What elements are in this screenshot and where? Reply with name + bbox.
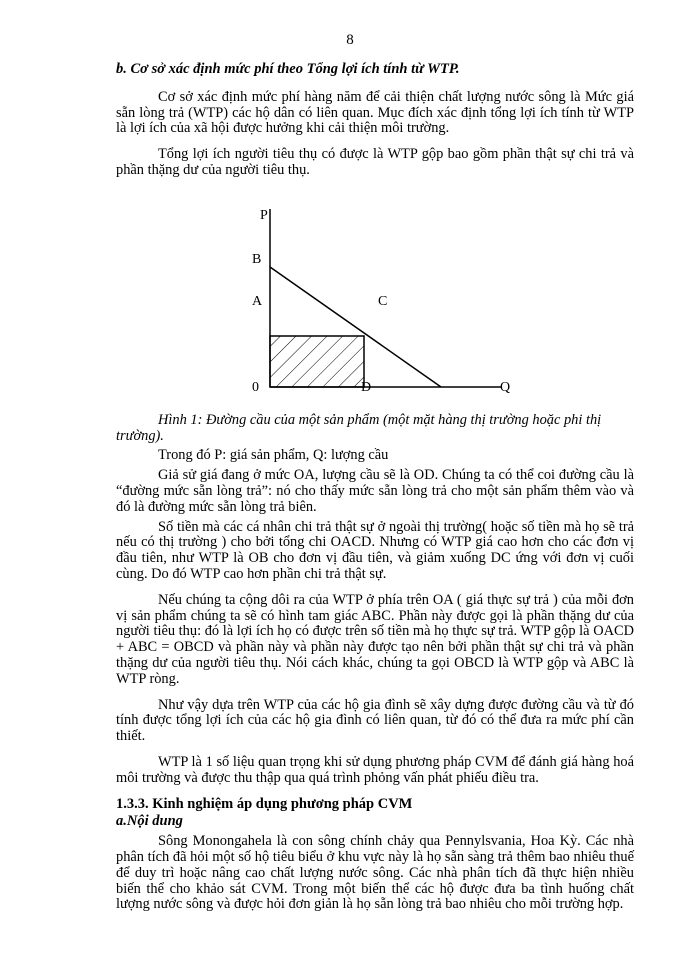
figure-caption: Hình 1: Đường cầu của một sản phẩm (một mặt hàng thị trường hoặc phi thị trường). xyxy=(116,411,602,444)
legend-line: Trong đó P: giá sản phẩm, Q: lượng cầu xyxy=(158,447,389,464)
paragraph: Tổng lợi ích người tiêu thụ có được là WTP gộp bao gồm phần thật sự chi trả và phần thặng dư của người tiêu thụ. xyxy=(116,146,634,178)
demand-curve-diagram xyxy=(116,189,634,411)
paragraph: Nếu chúng ta cộng dôi ra của WTP ở phía trên OA ( giá thực sự trả ) của mỗi đơn vị sản phẩm chúng ta sẽ có hình tam giác ABC. Phần này được gọi là phần thặng dư của người tiêu thụ: đó là lợi ích họ có được trên số tiền mà họ thực sự trả. WTP gộp là OACD + ABC = OBCD và phần này và phần này được tạo nên bởi phần thật sự chi trả và phần thặng dư của người tiêu thụ. Nói cách khác, chúng ta gọi OBCD là WTP gộp và ABC là WTP ròng. xyxy=(116,591,634,687)
consumer-payment-area xyxy=(270,336,364,387)
paragraph: Sông Monongahela là con sông chính chảy qua Pennylsvania, Hoa Kỳ. Các nhà phân tích đã hỏi một số hộ tiêu biểu ở khu vực này là họ sẵn sàng trả thêm bao nhiêu thuế để duy trì hoặc nâng cao chất lượng nước sông. Các nhà phân tích đã thực hiện nhiều biến thể cho khảo sát CVM. Trong một biến thể các hộ được đưa ba tình huống chất lượng nước sông và được hỏi đơn giản là họ sẵn lòng trả bao nhiêu cho mỗi trường hợp. xyxy=(116,833,634,913)
section-133-title: 1.3.3. Kinh nghiệm áp dụng phương pháp CVM xyxy=(116,795,413,812)
paragraph: Giả sử giá đang ở mức OA, lượng cầu sẽ là OD. Chúng ta có thể coi đường cầu là “đường mức sẵn lòng trả”: nó cho thấy mức sẵn lòng trả cho một sản phẩm thêm vào và đó là đường mức sẵn lòng trả biên. xyxy=(116,467,634,515)
label-d: D xyxy=(361,379,372,395)
label-a: A xyxy=(252,293,263,309)
paragraph: Cơ sở xác định mức phí hàng năm để cải thiện chất lượng nước sông là Mức giá sẵn lòng trả (WTP) các hộ dân có liên quan. Mục đích xác định tổng lợi ích tính từ WTP là lợi ích của xã hội được hưởng khi cải thiện môi trường. xyxy=(116,88,634,137)
page-content xyxy=(116,62,634,923)
paragraph: WTP là 1 số liệu quan trọng khi sử dụng phương pháp CVM để đánh giá hàng hoá môi trường và được thu thập qua quá trình phỏng vấn phát phiếu điều tra. xyxy=(116,753,634,786)
section-b-title: b. Cơ sở xác định mức phí theo Tổng lợi ích tính từ WTP. xyxy=(116,61,460,77)
paragraph: Như vậy dựa trên WTP của các hộ gia đình sẽ xây dựng được đường cầu và từ đó tính được tổng lợi ích của các hộ gia đình có liên quan, từ đó có thể đưa ra mức phí cần thiết. xyxy=(116,696,634,745)
label-p: P xyxy=(260,207,268,223)
paragraph: Số tiền mà các cá nhân chi trả thật sự ở ngoài thị trường( hoặc số tiền mà họ sẽ trả nếu có thị trường ) cho bởi tổng chi OACD. Nhưng có WTP giá cao hơn cho các đơn vị đầu tiên, như WTP là OB cho đơn vị đầu tiên, và giảm xuống DC ứng với đơn vị cuối cùng. Do đó WTP cao hơn phần chi trả thật sự. xyxy=(116,518,634,582)
label-c: C xyxy=(378,293,388,309)
label-b: B xyxy=(252,251,262,267)
sub-a-title: a.Nội dung xyxy=(116,813,183,830)
page-number: 8 xyxy=(346,32,354,48)
label-o: 0 xyxy=(252,379,259,395)
demand-curve-figure xyxy=(116,189,634,411)
label-q: Q xyxy=(500,379,511,395)
